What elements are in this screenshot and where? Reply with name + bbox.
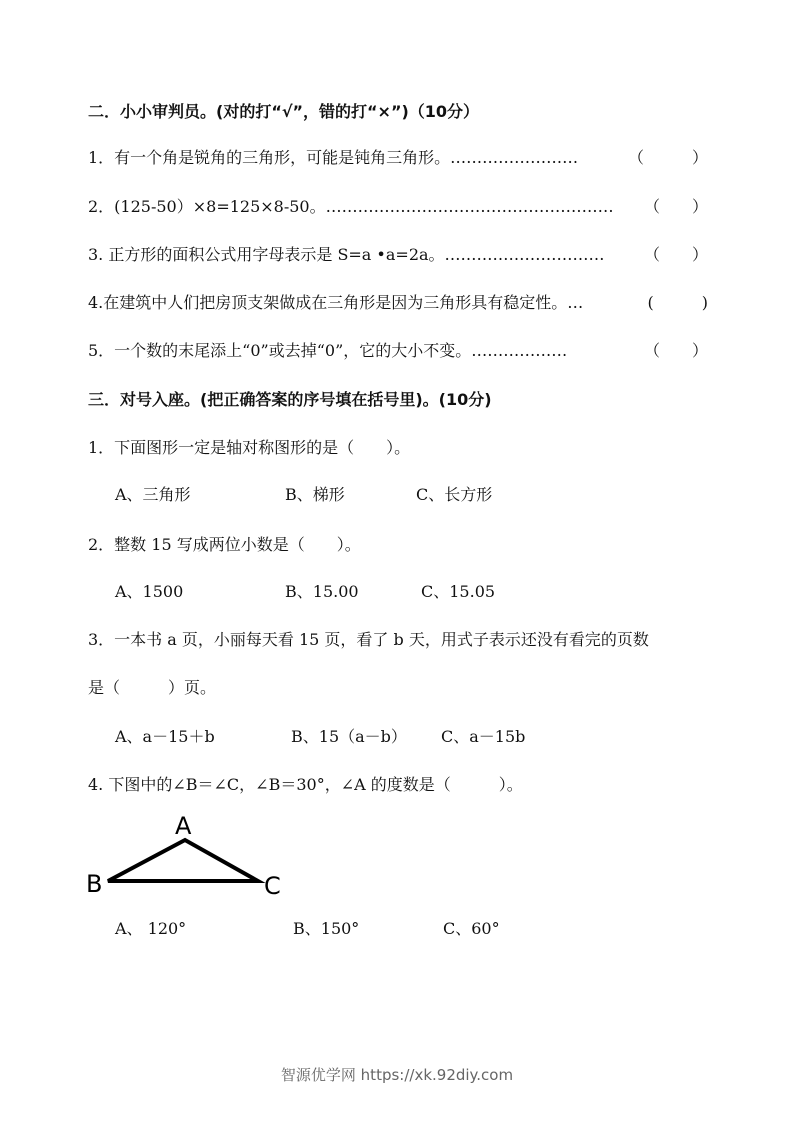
option-c[interactable]: C、15.05 [421,582,496,601]
section2-heading: 二．小小审判员。(对的打“√”，错的打“×”)（10分） [88,102,480,121]
footer-watermark: 智源优学网 https://xk.92diy.com [280,1066,514,1084]
option-b[interactable]: B、15（a－b） [291,727,407,746]
triangle-shape [108,840,258,881]
option-c[interactable]: C、60° [443,919,500,938]
judge-item-text: 1．有一个角是锐角的三角形，可能是钝角三角形。…………………… [88,148,579,167]
option-b[interactable]: B、梯形 [285,485,345,504]
judge-item-text: 4.在建筑中人们把房顶支架做成在三角形是因为三角形具有稳定性。… [88,293,584,312]
choice-question-2: 2．整数 15 写成两位小数是（ ）。 [88,535,361,554]
option-c[interactable]: C、长方形 [416,485,493,504]
judge-item-text: 2．(125-50）×8=125×8-50。……………………………………………… [88,197,614,216]
option-b[interactable]: B、150° [293,919,360,938]
triangle-figure [80,808,300,900]
vertex-label-a: A [175,812,192,840]
answer-bracket[interactable]: （ ） [643,341,708,360]
option-a[interactable]: A、 120° [115,919,187,938]
choice-question-4: 4. 下图中的∠B＝∠C，∠B＝30°，∠A 的度数是（ ）。 [88,775,523,794]
answer-bracket[interactable]: （ ） [643,197,708,216]
answer-bracket[interactable]: （ ） [643,245,708,264]
option-a[interactable]: A、三角形 [115,485,191,504]
judge-item-text: 3. 正方形的面积公式用字母表示是 S=a •a=2a。………………………… [88,245,605,264]
option-c[interactable]: C、a－15b [441,727,526,746]
vertex-label-b: B [86,870,103,898]
choice-question-3-line2: 是（ ）页。 [88,678,217,697]
option-b[interactable]: B、15.00 [285,582,359,601]
option-a[interactable]: A、1500 [115,582,184,601]
section3-heading: 三．对号入座。(把正确答案的序号填在括号里)。(10分) [88,390,492,409]
judge-item-text: 5．一个数的末尾添上“0”或去掉“0”，它的大小不变。……………… [88,341,568,360]
answer-bracket[interactable]: （ ） [627,148,708,167]
answer-bracket[interactable]: ( ) [647,293,708,312]
choice-question-1: 1．下面图形一定是轴对称图形的是（ ）。 [88,438,411,457]
vertex-label-c: C [264,872,281,900]
choice-question-3-line1: 3．一本书 a 页，小丽每天看 15 页，看了 b 天，用式子表示还没有看完的页数 [88,630,649,649]
option-a[interactable]: A、a－15＋b [115,727,215,746]
